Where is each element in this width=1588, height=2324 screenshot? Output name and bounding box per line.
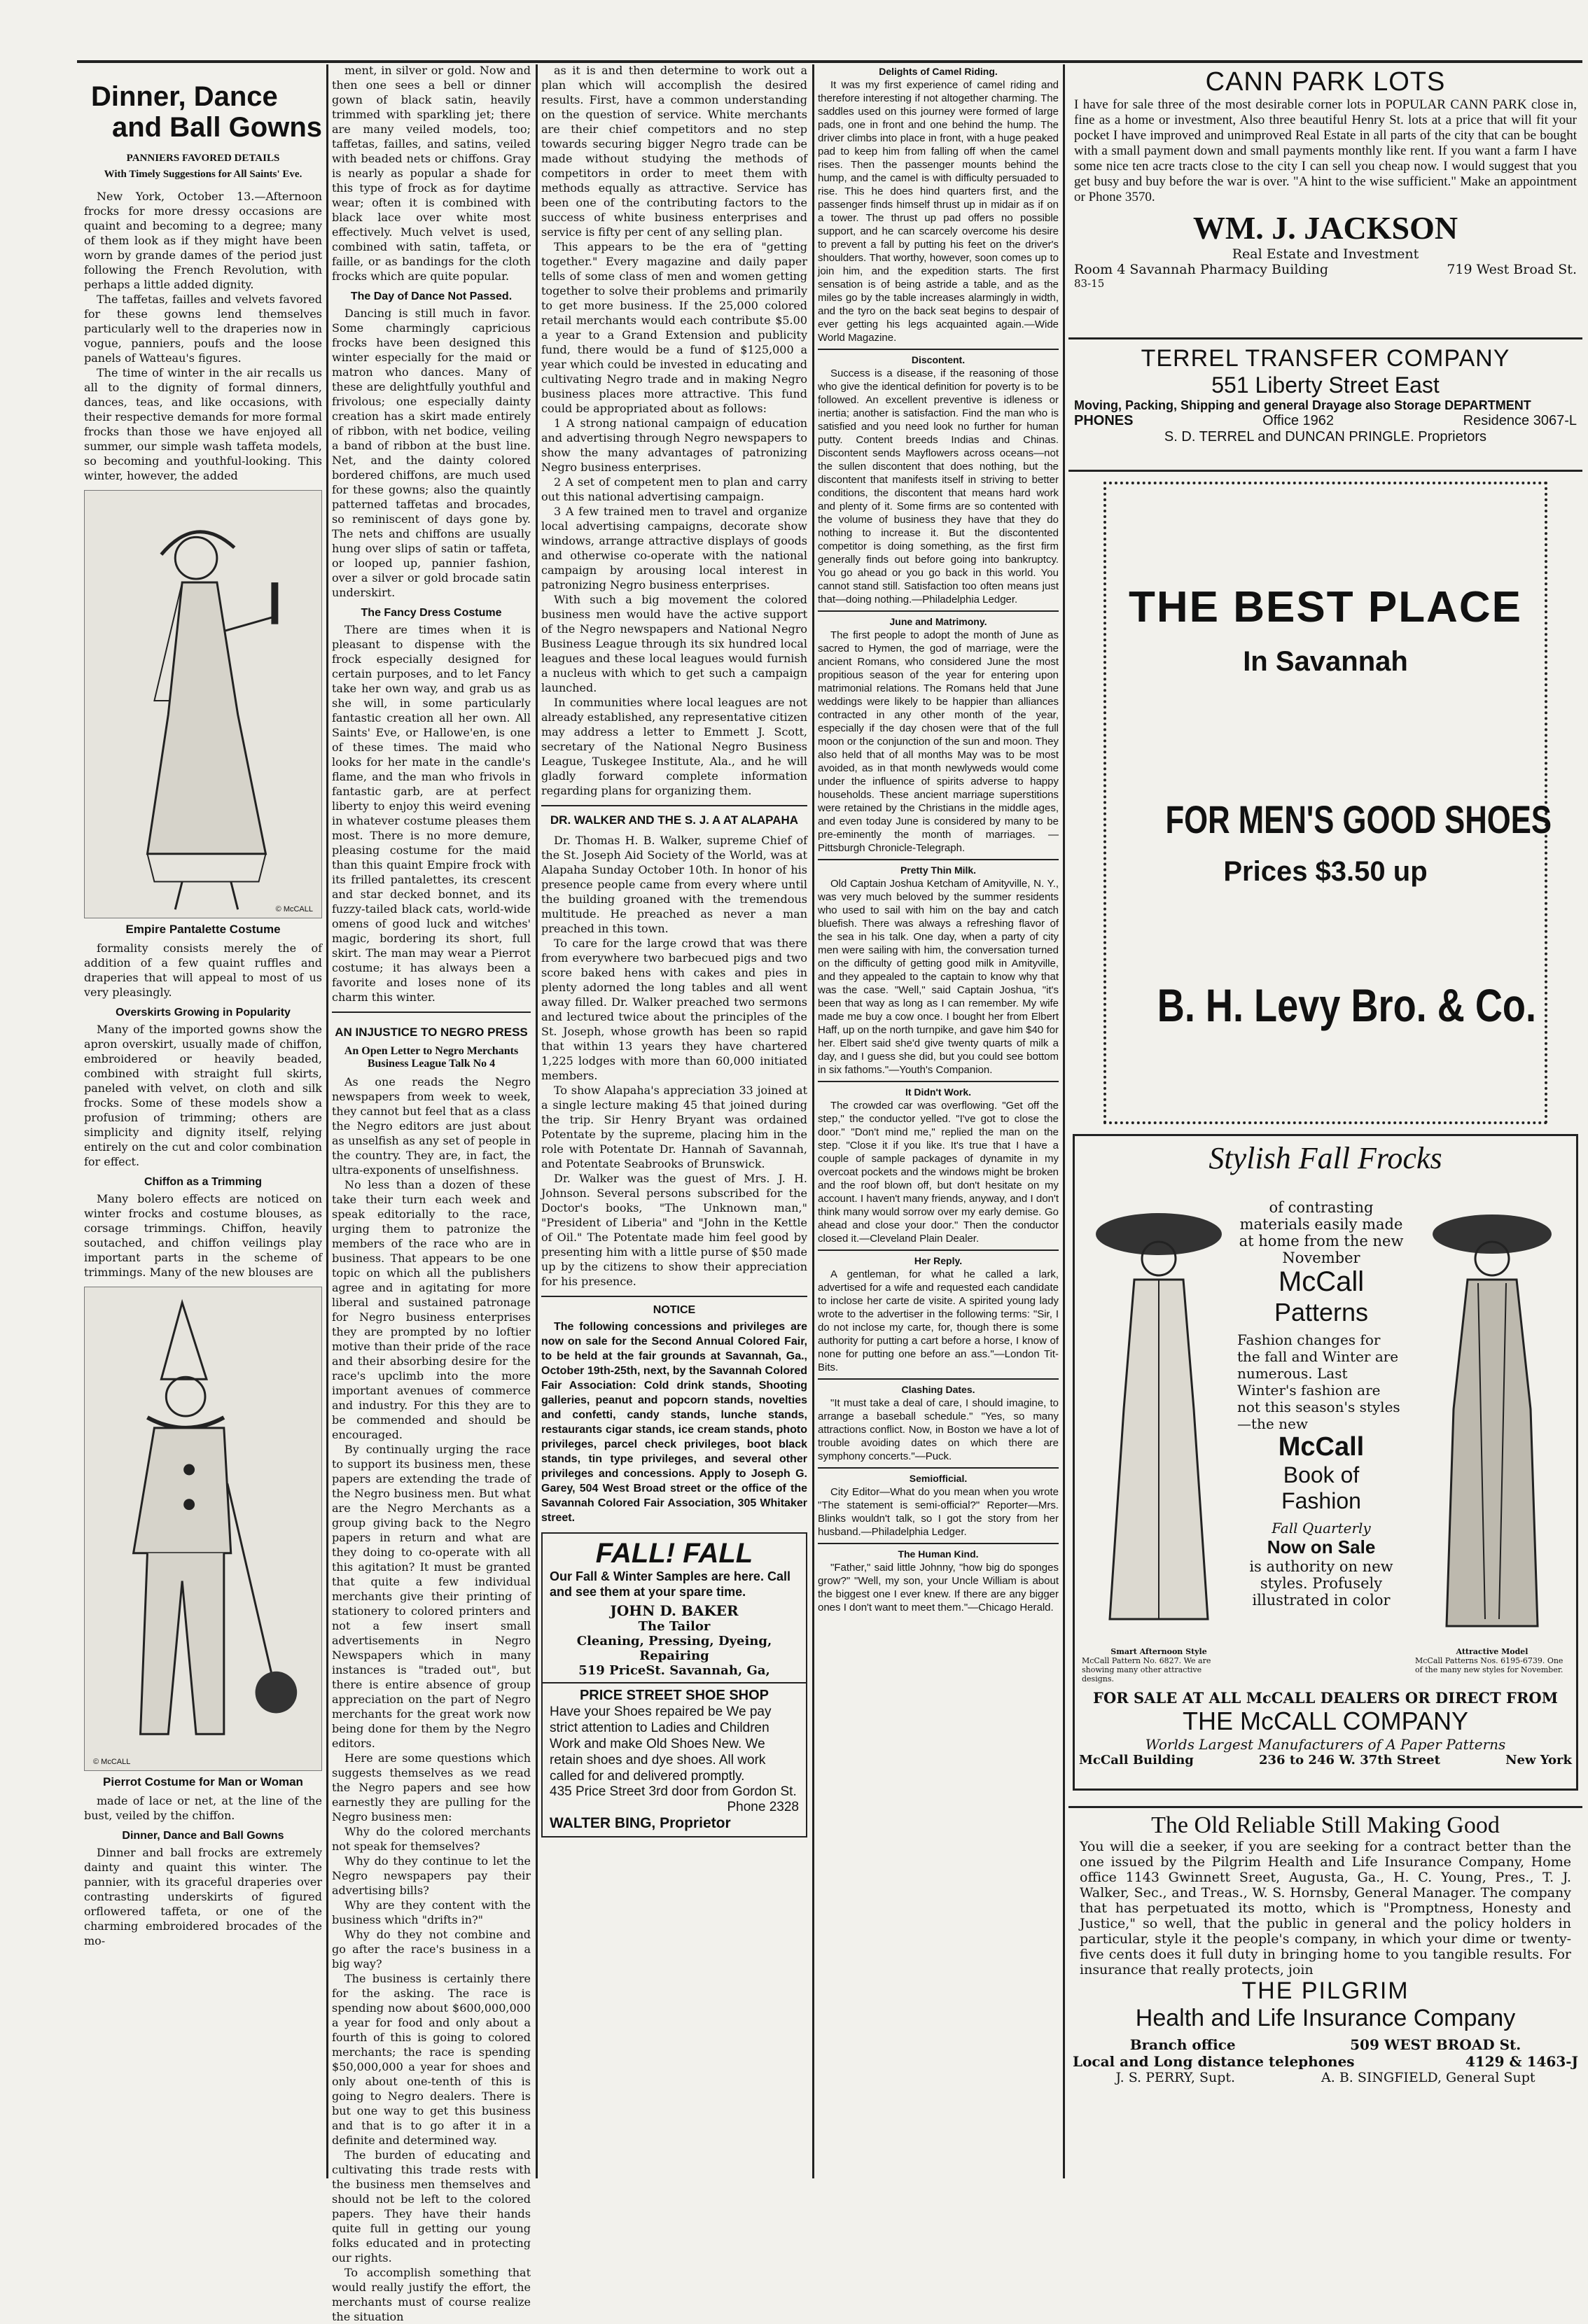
paragraph: 3 A few trained men to travel and organize local advertising campaigns, decorate show windows, arrange attractive displays of goods and otherwise co-operate with the national campaign by arousing local interest in patronizing Negro business enterprises. xyxy=(541,505,807,592)
terrel-transfer-ad xyxy=(1068,340,1582,472)
pilgrim-name: THE PILGRIM xyxy=(1241,1977,1409,2004)
item-text: It was my first experience of camel riding and therefore interesting if not altogether charming. The saddles used on this journey were formed of large pads, one in front and one behind the hump. The driver climbs into place in front, with a huge peaked pad to keep him from falling off when the camel rises. Then the passenger mounts behind the hump, and the camel is with difficulty persuaded to rise. This he does hind quarters first, and the passenger finds himself thrust up in midair as if on a tower. The thrust up pad offers no possible support, and he can scarcely overcome his desire to prevent a fall by putting his feet on the driver's shoulders. That worthy, however, soon comes up to join him, and the expedition starts. The first sensation is of being astride a table, and as the miles go by the table increases alarmingly in width, and the tyro on the back seat begins to despair of ever getting his legs acquainted again.—Wide World Magazine. xyxy=(818,79,1059,344)
shoe-shop-owner: WALTER BING, Proprietor xyxy=(550,1815,731,1831)
item-heading: Delights of Camel Riding. xyxy=(879,66,998,77)
levy-line-3: FOR MEN'S GOOD SHOES xyxy=(1165,797,1552,841)
terrel-phones-row xyxy=(1074,413,1577,429)
illustration-caption: Empire Pantalette Costume xyxy=(125,923,281,936)
headline-line-2: and Ball Gowns xyxy=(111,112,322,143)
pierrot-costume-illustration xyxy=(84,1287,322,1771)
short-items-list xyxy=(818,66,1059,1614)
paragraph: The time of winter in the air recalls us all to the dignity of formal dinners, dances, teas, and like occasions, with their respective demands for more formal frocks than those we have enjoyed all summer, our simple wash taffeta models, so becoming and youthful-looking. This winter, however, the added xyxy=(84,366,322,482)
subheading: Dinner, Dance and Ball Gowns xyxy=(122,1830,284,1842)
column-5-ads xyxy=(1068,63,1582,2177)
paragraph: This appears to be the era of "getting together." Every magazine and daily paper tells of some class of men and women getting together to solve their problems and primarily to get more business. If the 25,000 colored retail merchants would each contribute $5.00 a year to a Grand Extension and publicity fund, there would be a fund of $125,000 a year which could be invested in educating and cultivating Negro trade and in making Negro business places more attractive. This fund could be appropriated about as follows: xyxy=(541,240,807,415)
headline-line-1: Dinner, Dance xyxy=(91,81,278,112)
subheading: Chiffon as a Trimming xyxy=(144,1176,262,1188)
jackson-address-row xyxy=(1074,262,1577,277)
illustration-credit: © McCALL xyxy=(93,1758,131,1766)
baker-role: The Tailor xyxy=(638,1619,711,1634)
caption-left-head: Smart Afternoon Style xyxy=(1110,1647,1207,1656)
mccall-street: 236 to 246 W. 37th Street xyxy=(1259,1753,1440,1768)
illustration-credit: © McCALL xyxy=(275,905,313,913)
baker-address: 519 PriceSt. Savannah, Ga, xyxy=(578,1663,770,1678)
mccall-city: New York xyxy=(1505,1753,1572,1768)
subheading: The Day of Dance Not Passed. xyxy=(350,290,513,302)
pilgrim-body: You will die a seeker, if you are seeking for a contract better than the one issued by the Pilgrim Health and Life Insurance Company, Home office 1143 Gwinnett Sreet, Augusta, Ga., H. C. Young, Pres., T. J. Walker, Sec., and Treas., W. S. Hornsby, General Manager. The company that has perpetuated its motto, which is "Promptness, Honesty and Justice," so well, that the public in general and the policy holders in particular, style it the people's company, in which your dime or twenty-five cents does it full duty in bringing home to you tangible results. For insurance that really protects, join xyxy=(1080,1839,1571,1977)
pilgrim-phone-row xyxy=(1073,2053,1578,2070)
paragraph: As one reads the Negro newspapers from week to week, they cannot but feel that as a class the Negro editors are just about as unselfish as any set of people in the country. They are, in fact, the ultra-exponents of unselfishness. xyxy=(332,1075,531,1177)
pilgrim-supt: J. S. PERRY, Supt. xyxy=(1115,2070,1236,2085)
item-heading: Her Reply. xyxy=(914,1255,963,1266)
mccall-fashion: Fashion xyxy=(1281,1488,1361,1513)
separator xyxy=(541,805,807,806)
dress-figure-icon xyxy=(1082,1199,1236,1647)
jackson-addr: 719 West Broad St. xyxy=(1447,262,1577,277)
pilgrim-ad xyxy=(1068,1806,1582,2085)
paragraph: With such a big movement the colored business men would have the active support of the Negro newspapers and National Negro Business League through its six hundred local leagues and these local leagues would furnish a nucleus with which to get such a campaign launched. xyxy=(541,593,807,694)
subheading: Overskirts Growing in Popularity xyxy=(116,1007,291,1018)
caption-right-head: Attractive Model xyxy=(1456,1647,1528,1656)
jackson-code: 83-15 xyxy=(1074,277,1105,290)
paragraph: To accomplish something that would really justify the effort, the merchants must of course realize the situation xyxy=(332,2266,531,2323)
cann-park-ad xyxy=(1068,63,1582,340)
paragraph: Why do they continue to let the Negro newspapers pay their advertising bills? xyxy=(332,1854,531,1897)
mccall-text-4: is authority on new styles. Profusely illustrated in color xyxy=(1249,1558,1393,1609)
item-text: Success is a disease, if the reasoning of those who give the identical definition for poverty is to be followed. An excellent preventive is idleness or inertia; another is satisfaction. Find the man who is satisfied and you need look no further for human putty. Content breeds Indias and Chinas. Discontent sends Mayflowers across oceans—not the sullen discontent that does nothing, but the discontent that manifests itself in striving to better conditions, the discontent that means hard work and plenty of it. Some firms are so contented with the volume of business they have that they do nothing to increase it. But the discontented competitor is doing something, as the first firm generally finds out before going into bankruptcy. You go ahead or you go back in this world. You cannot stand still. Satisfaction too often means just that—doing nothing.—Philadelphia Ledger. xyxy=(818,368,1059,606)
paragraph: Here are some questions which suggests themselves as we read the Negro papers and see how earnestly they are pulling for the Negro business men: xyxy=(332,1751,531,1823)
mccall-middle-text xyxy=(1237,1199,1405,1609)
column-rule xyxy=(1063,64,1065,2178)
article-subheadline: An Open Letter to Negro Merchants Business League Talk No 4 xyxy=(344,1045,519,1070)
mccall-ad xyxy=(1073,1134,1578,1791)
mccall-head: Stylish Fall Frocks xyxy=(1209,1141,1442,1175)
empire-costume-illustration xyxy=(84,490,322,918)
levy-line-1: THE BEST PLACE xyxy=(1129,583,1522,631)
mccall-quarterly: Fall Quarterly xyxy=(1272,1520,1371,1536)
shoe-shop-ad xyxy=(541,1684,807,1837)
levy-line-2: In Savannah xyxy=(1243,646,1408,677)
pilgrim-name-2: Health and Life Insurance Company xyxy=(1135,2005,1516,2031)
illustration-caption: Pierrot Costume for Man or Woman xyxy=(103,1775,303,1788)
mccall-sale: Now on Sale xyxy=(1267,1536,1376,1558)
paragraph: No less than a dozen of these take their turn each week and speak editorially to the race, urging them to patronize the members of the race who are in business. That appears to be one topic on which all the publishers agree and in agitating for more liberal and sustained patronage for Negro business enterprises they are prompted by no loftier motive than their pride of the race and their absorbing desire for the race's upclimb into the more important avenues of commerce and industry. For this they are to be commended and should be encouraged. xyxy=(332,1178,531,1441)
column-1 xyxy=(84,63,322,2177)
paragraph: To care for the large crowd that was there from everywhere two barbecued pigs and two score baked hens with cakes and pies in plenty adorned the long tables and all went away filled. Dr. Walker preached two sermons and lectured twice about the principles of the St. Joseph, whose growth has been so rapid that within 13 years they have chartered 1,225 lodges with more than 60,000 initiated members. xyxy=(541,937,807,1082)
paragraph: as it is and then determine to work out a plan which will accomplish the desired results. First, have a common understanding on the question of service. White merchants are their chief competitors and no step towards securing bigger Negro trade can be made without studying the methods of competitors in order to meet them with methods equally as attractive. Service has been one of the contributing factors to the success of white business enterprises and service is fifty per cent of any selling plan. xyxy=(541,64,807,239)
mccall-text-1: of contrasting materials easily made at home from the new November xyxy=(1239,1199,1404,1266)
pilgrim-branch-row xyxy=(1073,2036,1578,2053)
cann-park-body: I have for sale three of the most desirable corner lots in POPULAR CANN PARK close in, fine as a home or investment, Also three beautiful Henry St. lots at a price that will fit your pocket I have improved and unimproved Real Estate in all parts of the city that can be bought with a small payment down and small payments monthly like rent. If you want a farm I have some nice ten acre tracts close to the city I can sell you cheap now. I would suggest that you get busy and buy before the war is over. "A hint to the wise sufficient." Make an appointment or Phone 3570. xyxy=(1074,97,1577,204)
terrel-head: TERREL TRANSFER COMPANY xyxy=(1141,345,1510,372)
jackson-name: WM. J. JACKSON xyxy=(1192,210,1458,246)
column-rule xyxy=(326,64,328,2178)
item-heading: Pretty Thin Milk. xyxy=(900,864,977,876)
coat-figure-icon xyxy=(1415,1199,1569,1647)
mccall-footer-1: FOR SALE AT ALL McCALL DEALERS OR DIRECT FROM xyxy=(1093,1689,1558,1707)
notice-text: The following concessions and privileges are now on sale for the Second Annual Colored Fair, to be held at the fair grounds at Savannah, Ga., October 19th-25th, next, by the Savannah Colored Fair Association: Cold drink stands, Shooting galleries, peanut and popcorn stands, novelties and confetti, candy stands, lunche stands, restaurants cigar stands, ice cream stands, photo privileges, parcel check privileges, boot black stands, tin type privileges, and several other privileges and concessions. Apply to Joseph G. Garey, 504 West Broad street or the office of the Savannah Colored Fair Association, 305 Whitaker street. xyxy=(541,1321,807,1524)
item-heading: Clashing Dates. xyxy=(901,1384,975,1395)
mccall-illustration-left xyxy=(1082,1199,1236,1647)
item-text: The crowded car was overflowing. "Get off the step," the conductor yelled. "I've got to close the door." "Don't mind me," replied the man on the step. "Close it if you like. It's true that I have a couple of sample packages of dynamite in my overcoat pockets and the windows might be broken and the roof blown off, but don't hesitate on my account. I haven't many friends, anyway, and I don't think many would sorrow over my early demise. Go ahead and close your door." Then the conductor closed it.—Cleveland Plain Dealer. xyxy=(818,1100,1059,1245)
item-heading: June and Matrimony. xyxy=(889,616,987,627)
pilgrim-phones: Local and Long distance telephones xyxy=(1073,2053,1355,2070)
shoe-shop-body: Have your Shoes repaired be We pay strict attention to Ladies and Children Work and make Old Shoes New. We retain shoes and dye shoes. All work called for and delivered promptly. xyxy=(550,1704,772,1784)
paragraph: Dinner and ball frocks are extremely dainty and quaint this winter. The pannier, with its graceful draperies over contrasting underskirts of figured orflowered taffeta, or one of the charming embroidered brocades of the mo- xyxy=(84,1846,322,1947)
paragraph: 2 A set of competent men to plan and carry out this national advertising campaign. xyxy=(541,475,807,503)
mccall-illustration-right xyxy=(1415,1199,1569,1647)
levy-line-4: Prices $3.50 up xyxy=(1223,856,1428,887)
paragraph: 1 A strong national campaign of education and advertising through Negro newspapers to show the many advantages of patronizing Negro business enterprises. xyxy=(541,416,807,474)
paragraph: To show Alapaha's appreciation 33 joined at a single lecture making 45 that joined during the trip. Sir Henry Bryant was ordained Potentate by the supreme, placing him in the role with Potentate Dr. Hannah of Savannah, and Potentate Seabrooks of Brunswick. xyxy=(541,1084,807,1170)
paragraph: Dr. Walker was the guest of Mrs. J. H. Johnson. Several persons subscribed for the Doctor's books, "The Unknown man," "President of Liberia" and "John in the Kettle of Oil." The Potentate made him feel good by presenting him with a little purse of $50 made up by the citizens to show their appreciation for his presence. xyxy=(541,1172,807,1288)
baker-services: Cleaning, Pressing, Dyeing, Repairing xyxy=(576,1634,772,1663)
shoe-shop-phone: Phone 2328 xyxy=(727,1800,799,1814)
terrel-phones-label: PHONES xyxy=(1074,413,1134,428)
paragraph: Why do they not combine and go after the race's business in a big way? xyxy=(332,1928,531,1970)
deck-2: With Timely Suggestions for All Saints' Eve. xyxy=(104,169,302,180)
levy-line-5: B. H. Levy Bro. & Co. xyxy=(1157,979,1537,1031)
item-text: "Father," said little Johnny, "how big do sponges grow?" "Well, my son, your Uncle William is about the biggest one I ever knew. If there are any bigger ones I don't want to meet them."—Chicago Herald. xyxy=(818,1562,1059,1614)
pilgrim-head: The Old Reliable Still Making Good xyxy=(1151,1812,1500,1838)
article-headline: AN INJUSTICE TO NEGRO PRESS xyxy=(335,1026,528,1039)
item-heading: It Didn't Work. xyxy=(905,1086,972,1098)
terrel-residence: Residence 3067-L xyxy=(1463,413,1577,428)
separator xyxy=(818,1467,1059,1469)
subheading: The Fancy Dress Costume xyxy=(361,607,502,619)
mccall-caption-left xyxy=(1082,1647,1236,1684)
paragraph: Why are they content with the business which "drifts in?" xyxy=(332,1898,531,1926)
column-rule xyxy=(536,64,538,2178)
separator xyxy=(818,1250,1059,1251)
caption-left-text: McCall Pattern No. 6827. We are showing many other attractive designs. xyxy=(1082,1656,1211,1684)
terrel-addr: 551 Liberty Street East xyxy=(1211,372,1440,398)
item-heading: Discontent. xyxy=(911,354,966,365)
article-headline: DR. WALKER AND THE S. J. A AT ALAPAHA xyxy=(550,813,799,827)
terrel-props: S. D. TERREL and DUNCAN PRINGLE. Proprietors xyxy=(1164,429,1487,444)
paragraph: There are times when it is pleasant to dispense with the frock especially designed for certain purposes, and to let Fancy take her own way, and grab us as she will, in some particularly fantastic creation all her own. All Saints' Eve, or Hallowe'en, is one of these times. The maid who looks for her mate in the candle's flame, and the man who frivols in fantastic garb, are at perfect liberty to enjoy this weird evening in whatever costume pleases them most. There is no more demure, pleasing costume for the maid than this quaint Empire frock with its frilled pantalettes, its crescent and star decked bonnet, and its fuzzy-tailed black cats, world-wide omens of good luck and witches' magic, bordering its short, full skirt. The man may wear a Pierrot costume; it has always been a favorite and loses none of its charm this winter. xyxy=(332,623,531,1004)
terrel-line: Moving, Packing, Shipping and general Drayage also Storage DEPARTMENT xyxy=(1074,398,1531,412)
separator xyxy=(818,1378,1059,1380)
column-4 xyxy=(818,63,1059,2177)
mccall-address-row xyxy=(1079,1753,1572,1768)
paragraph: Many bolero effects are noticed on winter frocks and costume blouses, as corsage trimmings. Chiffon, heavily soutached, and chiffon veilings play important parts in the scheme of trimmings. Many of the new blouses are xyxy=(84,1192,322,1279)
paragraph: The business is certainly there for the asking. The race is spending now about $600,000,000 a year for food and only about a fourth of this is going to colored merchants; the race is spending $50,000,000 a year for shoes and only about one-tenth of this is going to Negro dealers. There is but one way to get this business and that is to go after it in a definite and determined way. xyxy=(332,1972,531,2147)
baker-ad-head: FALL! FALL xyxy=(595,1538,753,1569)
mccall-brand-2: McCall xyxy=(1278,1432,1365,1462)
mccall-company: THE McCALL COMPANY xyxy=(1182,1707,1469,1735)
mccall-text-3: Fashion changes for the fall and Winter are numerous. Last Winter's fashion are not this season's styles —the new xyxy=(1237,1331,1400,1432)
deck: PANNIERS FAVORED DETAILS xyxy=(126,153,280,164)
pilgrim-officers-row xyxy=(1073,2070,1578,2085)
cann-park-head: CANN PARK LOTS xyxy=(1205,67,1446,97)
caption-right-text: McCall Patterns Nos. 6195-6739. One of the many new styles for November. xyxy=(1415,1656,1563,1674)
pilgrim-gen: A. B. SINGFIELD, General Supt xyxy=(1321,2070,1535,2085)
baker-name: JOHN D. BAKER xyxy=(610,1602,739,1619)
item-heading: Semiofficial. xyxy=(909,1473,968,1484)
levy-shoes-ad xyxy=(1103,482,1552,1124)
pierrot-figure-icon xyxy=(85,1287,321,1770)
separator xyxy=(818,1081,1059,1082)
paragraph: formality consists merely the of addition of a few quaint ruffles and draperies that will appeal to most of us very pleasingly. xyxy=(84,941,322,999)
separator xyxy=(818,610,1059,612)
jackson-room: Room 4 Savannah Pharmacy Building xyxy=(1074,262,1329,277)
item-text: Old Captain Joshua Ketcham of Amityville, N. Y., was very much beloved by the summer residents who used to sail with him on the bay and catch bluefish. There was always a refreshing flavor of the sea in his talk. One day, when a party of city men were sailing with him, the conversation turned on the difficulty of getting good milk in Amityville, and they appealed to the captain to know why that was the case. "Well," said Captain Joshua, "it's been that way as long as I can remember. My wife made me buy a cow once. I bought her from Elbert Haff, up on the north turnpike, and gave him $40 for her. Elbert said she'd give twenty quarts of milk a day, and I guess she did, but you could see bottom in six fathoms."—Youth's Companion. xyxy=(818,878,1059,1076)
mccall-footer xyxy=(1079,1689,1572,1768)
column-rule xyxy=(812,64,814,2178)
mccall-building: McCall Building xyxy=(1079,1753,1194,1768)
item-text: The first people to adopt the month of June as sacred to Hymen, the god of marriage, were the ancient Romans, who considered June the most propitious season of the year for entering upon matrimonial relations. The Romans held that June weddings were likely to be happier than alliances contracted in any other month of the year, especially if the day chosen were that of the full moon or the conjunction of the sun and moon. They also held that of all months May was to be most avoided, as in that month newlyweds would come under the influence of spirits adverse to happy households. These ancient marriage superstitions were retained by the Christians in the middle ages, and even today June is considered by many to be pre-eminently the month of marriages. — Pittsburgh Chronicle-Telegraph. xyxy=(818,629,1059,854)
notice-heading: NOTICE xyxy=(653,1304,696,1316)
column-3 xyxy=(541,63,807,2177)
separator xyxy=(332,1011,531,1013)
woman-figure-icon xyxy=(85,491,321,918)
paragraph: In communities where local leagues are not already established, any representative citizen may address a letter to Emmett J. Scott, secretary of the National Negro Business League, Tuskegee Institute, Ala., and he will gladly forward complete information regarding plans for organizing them. xyxy=(541,696,807,797)
separator xyxy=(541,1296,807,1297)
mccall-tagline: Worlds Largest Manufacturers of A Paper Patterns xyxy=(1145,1736,1506,1753)
separator xyxy=(818,859,1059,860)
item-text: "It must take a deal of care, I should imagine, to arrange a baseball schedule." "Yes, so many attractions conflict. Now, in Boston we have a lot of trouble avoiding dates on which there are symphony concerts."—Puck. xyxy=(818,1397,1059,1462)
separator xyxy=(818,349,1059,350)
paragraph: New York, October 13.—Afternoon frocks for more dressy occasions are quaint and becoming to a degree; many of them look as if they might have been worn by grande dames of the period just following the French Revolution, with perhaps a little added dignity. xyxy=(84,190,322,291)
jackson-role: Real Estate and Investment xyxy=(1232,246,1419,262)
mccall-patterns: Patterns xyxy=(1274,1298,1369,1326)
shoe-shop-head: PRICE STREET SHOE SHOP xyxy=(579,1688,769,1703)
mccall-brand: McCall xyxy=(1278,1266,1365,1297)
paragraph: Dr. Thomas H. B. Walker, supreme Chief of the St. Joseph Aid Society of the World, was at Alapaha Sunday October 10th. In honor of his presence people came from every where until the building groaned with the tremendous multitude. He preached as never a man preached in this town. xyxy=(541,834,807,935)
shoe-shop-address: 435 Price Street 3rd door from Gordon St. xyxy=(550,1784,797,1799)
mccall-book: Book of xyxy=(1283,1462,1360,1488)
item-heading: The Human Kind. xyxy=(898,1548,979,1560)
mccall-caption-right xyxy=(1415,1647,1569,1674)
paragraph: Why do the colored merchants not speak for themselves? xyxy=(332,1825,531,1853)
pilgrim-branch: Branch office xyxy=(1129,2036,1236,2053)
column-2 xyxy=(332,63,531,2323)
paragraph: By continually urging the race to support its business men, these papers are extending the trade of the Negro business men. But what are the Negro Merchants as a group giving back to the Negro papers in return and what are they doing to co-operate with all this agitation? It must be granted that quite a few individual merchants give their printing of stationery to colored printers and not a few insert small advertisements in Negro Newspapers which in many instances is "traded out", but there is entire absence of group appreciation on the part of Negro merchants for the great work now being done for them by the Negro editors. xyxy=(332,1443,531,1750)
paragraph: made of lace or net, at the line of the bust, veiled by the chiffon. xyxy=(84,1794,322,1822)
baker-ad-line: Our Fall & Winter Samples are here. Call and see them at your spare time. xyxy=(550,1569,790,1599)
paragraph: Many of the imported gowns show the apron overskirt, usually made of chiffon, embroidered or heavily beaded, combined with straight full skirts, paneled with velvet, on cloth and silk frocks. Some of these models show a profusion of trimming; others are simplicity and dignity itself, relying entirely on the cut and color combination for effect. xyxy=(84,1023,322,1168)
separator xyxy=(818,1543,1059,1544)
paragraph: The burden of educating and cultivating this trade rests with the business men themselves and should not be left to the colored papers. They have their hands quite full in getting our young folks educated and in protecting our rights. xyxy=(332,2148,531,2264)
terrel-office: Office 1962 xyxy=(1262,413,1335,428)
item-text: City Editor—What do you mean when you wrote "The statement is semi-official?" Reporter—Mrs. Blinks wouldn't talk, so I got the story from her husband.—Philadelphia Ledger. xyxy=(818,1486,1059,1538)
baker-ad xyxy=(541,1532,807,1684)
item-text: A gentleman, for what he called a lark, advertised for a wife and requested each candidate to inclose her carte de visite. A spirited young lady wrote to the advertiser in the following terms: "Sir, I do not inclose my carte, for, though there is some authority for putting a cart before a horse, I know of none for putting one before an ass."—London Tit-Bits. xyxy=(818,1268,1059,1373)
paragraph: Dancing is still much in favor. Some charmingly capricious frocks have been designed this winter especially for the maid or matron who dances. Many of these are delightfully youthful and frivolous; one especially dainty creation has a skirt made entirely of ribbon, with net bodice, veiling a band of ribbon at the bust line. Net, and the dainty colored bordered chiffons, are much used for these gowns; also the quaintly patterned taffetas and brocades, so reminiscent of days gone by. The nets and chiffons are usually hung over slips of satin or taffeta, or looped up, pannier fashion, over a silver or gold brocade satin underskirt. xyxy=(332,307,531,599)
pilgrim-phone-nums: 4129 & 1463-J xyxy=(1465,2053,1578,2070)
pilgrim-branch-addr: 509 WEST BROAD St. xyxy=(1350,2036,1521,2053)
paragraph: ment, in silver or gold. Now and then one sees a bell or dinner gown of black satin, heavily trimmed with sparkling jet; there are many veiled models, too; taffetas, failles, and satins, veiled with beaded nets or chiffons. Gray is nearly as popular a shade for this type of frock as for daytime wear; often it is combined with black lace over white most effectively. Much velvet is used, combined with satin, taffeta, or faille, or as bandings for the cloth frocks which are quite popular. xyxy=(332,64,531,283)
paragraph: The taffetas, failles and velvets favored for these gowns lend themselves particularly well to the draperies now in vogue, panniers, poufs and the loose panels of Watteau's figures. xyxy=(84,293,322,365)
